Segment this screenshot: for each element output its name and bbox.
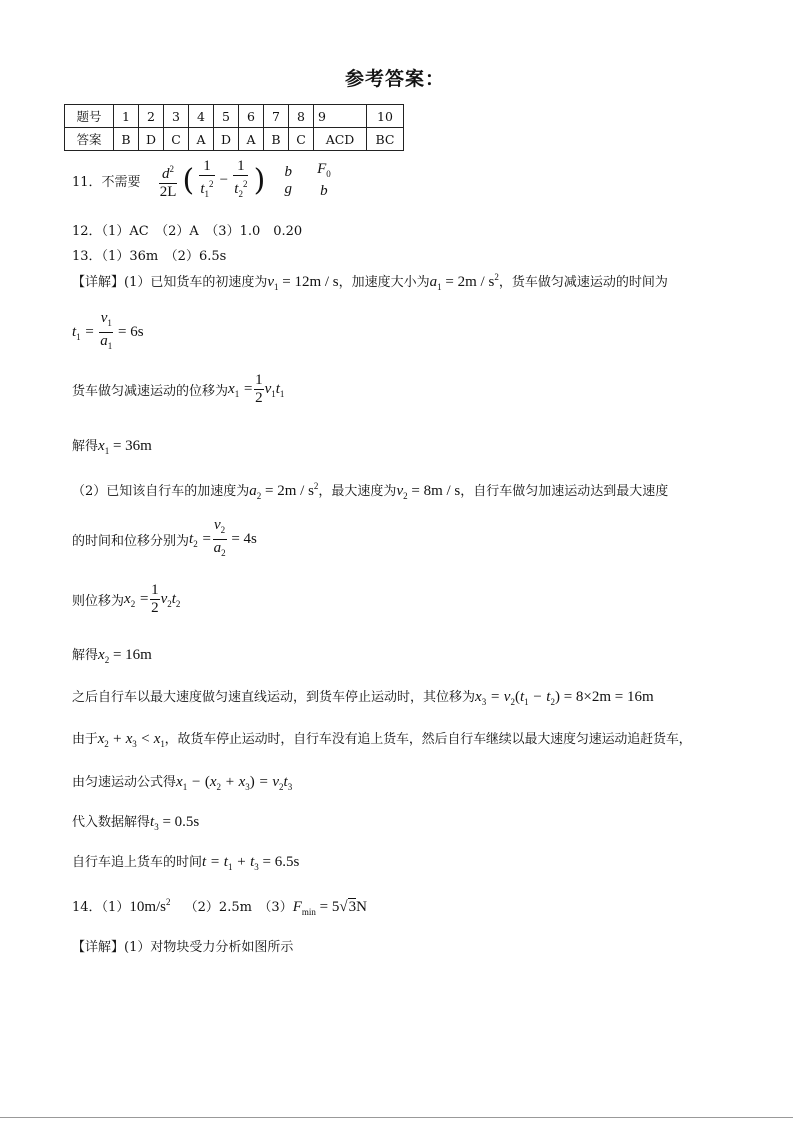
detail13-p10: 由于$x_2 + x_3 < x_1$，故货车停止运动时，自行车没有追上货车，然后自行车继续以最大速度匀速运动追赶货车， — [72, 731, 692, 749]
q14-part2: （2）2.5m （3） — [184, 900, 293, 915]
q11-b: b — [284, 163, 292, 180]
table-cell: 10 — [367, 105, 404, 128]
q11-fraction-F0-b — [316, 161, 332, 200]
detail13-half-den: 2 — [255, 390, 263, 406]
table-cell: B — [264, 128, 289, 151]
detail13-x1: x — [228, 380, 235, 397]
q11-prefix: 11．不需要 — [72, 175, 141, 190]
detail13-p11: 由匀速运动公式得$x_1 - (x_2 + x_3) = v_2t_3$ — [72, 774, 293, 792]
q11-t2-sub: 2 — [238, 189, 243, 199]
detail13-p5a2: = 2m / s — [261, 483, 314, 499]
table-cell: 7 — [264, 105, 289, 128]
q11-2L: 2L — [159, 183, 177, 200]
detail13-p5b: ，最大速度为 — [318, 484, 397, 499]
detail13-v1t1: v — [264, 380, 272, 397]
detail13-p9-text: 之后自行车以最大速度做匀速直线运动，到货车停止运动时，其位移为 — [72, 690, 476, 705]
q11-t1-sub: 1 — [204, 189, 210, 199]
table-cell: 6 — [239, 105, 264, 128]
table-cell: 5 — [214, 105, 239, 128]
q14-line — [72, 896, 367, 917]
detail13-v1val: = 12m / s — [278, 274, 339, 290]
q11-t2: t — [234, 181, 239, 197]
detail13-p7: 则位移为$x_2$ = $\frac{1}{2}$ $v_2t_2$ — [72, 582, 181, 616]
detail13-p4: 解得$x_1 = 36m$ — [72, 438, 152, 456]
table-cell: C — [164, 128, 189, 151]
q14-accel — [129, 899, 170, 915]
table-cell: 1 — [114, 105, 139, 128]
detail13-p8-text: 解得 — [72, 648, 99, 663]
q11-fraction-b-g — [283, 164, 293, 198]
q11-d-exp: 2 — [169, 163, 175, 174]
table-cell: 题号 — [65, 105, 114, 128]
detail13-p4val: = 36m — [109, 438, 152, 454]
q14-F-sub: min — [301, 907, 316, 917]
q12-line: 12．（1）AC （2）A （3）1.0 0.20 — [72, 224, 303, 239]
q14-Fmin: $F_{min} = 5√3N$ — [292, 899, 367, 917]
table-cell: B — [114, 128, 139, 151]
detail13-a1-expr: $a_1 = 2m / s^2$ — [429, 272, 499, 292]
detail13-v1-over-a1: $\frac{v_1}{a_1}$ — [100, 310, 113, 351]
table-cell: 2 — [139, 105, 164, 128]
detail13-v1: v — [267, 274, 275, 290]
detail13-p6: 的时间和位移分别为$t_2$ = $\frac{v_2}{a_2}$ = 4s — [72, 517, 257, 562]
detail13-num-v: v — [100, 310, 108, 326]
q11-F: F — [317, 161, 327, 177]
table-cell: D — [139, 128, 164, 151]
detail13-v1-expr: $v_1 = 12m / s$ — [267, 274, 339, 292]
detail13-half — [254, 372, 264, 407]
detail13-v2-over-a2: $\frac{v_2}{a_2}$ — [213, 517, 226, 558]
detail13-p12val: = 0.5s — [158, 814, 200, 830]
detail13-p4-text: 解得 — [72, 439, 99, 454]
detail13-p9val: = 8×2m = 16m — [559, 689, 654, 705]
detail13-den-a: a — [100, 333, 108, 349]
detail13-p5a: （2）已知该自行车的加速度为 — [72, 484, 250, 499]
table-cell: 3 — [164, 105, 189, 128]
table-row — [65, 105, 404, 128]
detail13-half-num: 1 — [255, 372, 263, 388]
q13-line: 13．（1）36m （2）6.5s — [72, 249, 227, 264]
detail13-p12: 代入数据解得$t_3 = 0.5s$ — [72, 814, 200, 832]
detail13-t1: t — [72, 323, 77, 340]
q14-sqrt: 3 — [348, 899, 357, 915]
page-title: 参考答案： — [345, 68, 446, 90]
detail13-p9: 之后自行车以最大速度做匀速直线运动，到货车停止运动时，其位移为$x_3 = v_2(t_1 - t_2) = 8\times 2m = 16m$ — [72, 689, 654, 707]
detail13-p3-text: 货车做匀减速运动的位移为 — [72, 384, 229, 399]
table-cell: 9 — [314, 105, 367, 128]
detail13-p5: （2）已知该自行车的加速度为$a_2 = 2m / s^2$，最大速度为$v_2 = 8m / s$，自行车做匀加速运动达到最大速度 — [72, 481, 669, 501]
detail13-half-2: $\frac{1}{2}$ — [151, 582, 159, 616]
q11-line — [72, 158, 333, 204]
q14-accel-val: 10m/s — [129, 899, 167, 915]
detail13-p10b: ，故货车停止运动时，自行车没有追上货车，然后自行车继续以最大速度匀速运动追赶货车， — [164, 732, 692, 747]
q11-one-b: 1 — [233, 158, 248, 176]
q11-F-sub: 0 — [326, 169, 331, 179]
detail13-p11-text: 由匀速运动公式得 — [72, 775, 177, 790]
detail13-p7-text: 则位移为 — [72, 594, 125, 609]
detail13-p5v2: = 8m / s — [407, 483, 461, 499]
q11-t2-exp: 2 — [242, 179, 248, 189]
table-cell: D — [214, 128, 239, 151]
q11-minus: − — [219, 172, 229, 188]
table-cell: A — [189, 128, 214, 151]
detail13-p3: 货车做匀减速运动的位移为$x_1$ = $\frac{1}{2}$ $v_1t_1$ — [72, 372, 285, 406]
table-cell: 答案 — [65, 128, 114, 151]
detail13-t1val: = 6s — [118, 324, 144, 340]
detail13-p13: 自行车追上货车的时间$t = t_1 + t_3 = 6.5s$ — [72, 854, 300, 872]
table-cell: A — [239, 128, 264, 151]
answer-table — [64, 104, 404, 151]
detail13-p8: 解得$x_2 = 16m$ — [72, 647, 152, 665]
q11-d: d — [162, 165, 170, 182]
q11-fraction-d2-2L — [159, 161, 178, 201]
q11-one-a: 1 — [199, 158, 214, 176]
q11-b2: b — [320, 183, 328, 199]
table-cell: ACD — [314, 128, 367, 151]
q11-fraction-1-t2 — [233, 158, 248, 203]
q11-g: g — [284, 180, 292, 197]
q14-unit: N — [356, 899, 367, 915]
q11-t1: t — [200, 181, 205, 197]
detail13-p6-text: 的时间和位移分别为 — [72, 534, 190, 549]
detail13-p13-text: 自行车追上货车的时间 — [72, 855, 203, 870]
page-bottom-rule — [0, 1117, 793, 1118]
detail14-p1: 【详解】(1）对物块受力分析如图所示 — [72, 940, 294, 955]
detail13-p5c: ，自行车做匀加速运动达到最大速度 — [460, 484, 669, 499]
q11-t1-exp: 2 — [209, 179, 214, 189]
q11-left-paren: ( — [182, 163, 195, 198]
detail13-p1c: ，货车做匀减速运动的时间为 — [498, 275, 668, 290]
detail13-p1 — [72, 271, 668, 292]
detail13-p10a: 由于 — [72, 732, 98, 747]
q11-fraction-1-t1 — [199, 158, 214, 203]
detail13-t1-eq: $t_1$ = $\frac{v_1}{a_1}$ = 6s — [72, 310, 144, 355]
table-cell: C — [289, 128, 314, 151]
q14-Fval: = 5 — [315, 899, 340, 915]
detail13-p12-text: 代入数据解得 — [72, 815, 151, 830]
q11-right-paren: ) — [253, 163, 266, 198]
detail13-p13val: = 6.5s — [258, 854, 300, 870]
q14-F: F — [292, 899, 302, 915]
detail13-p1a: 【详解】(1）已知货车的初速度为 — [72, 275, 268, 290]
table-cell: BC — [367, 128, 404, 151]
detail13-p8val: = 16m — [109, 647, 152, 663]
q14-accel-exp: 2 — [166, 897, 171, 907]
table-row — [65, 128, 404, 151]
detail13-p1b: ，加速度大小为 — [338, 275, 430, 290]
table-cell: 8 — [289, 105, 314, 128]
table-cell: 4 — [189, 105, 214, 128]
detail13-p6val: = 4s — [227, 531, 257, 547]
q14-prefix: 14．（1） — [72, 900, 130, 915]
detail13-a1val: = 2m / s — [441, 274, 495, 290]
detail13-a1: a — [429, 274, 438, 290]
